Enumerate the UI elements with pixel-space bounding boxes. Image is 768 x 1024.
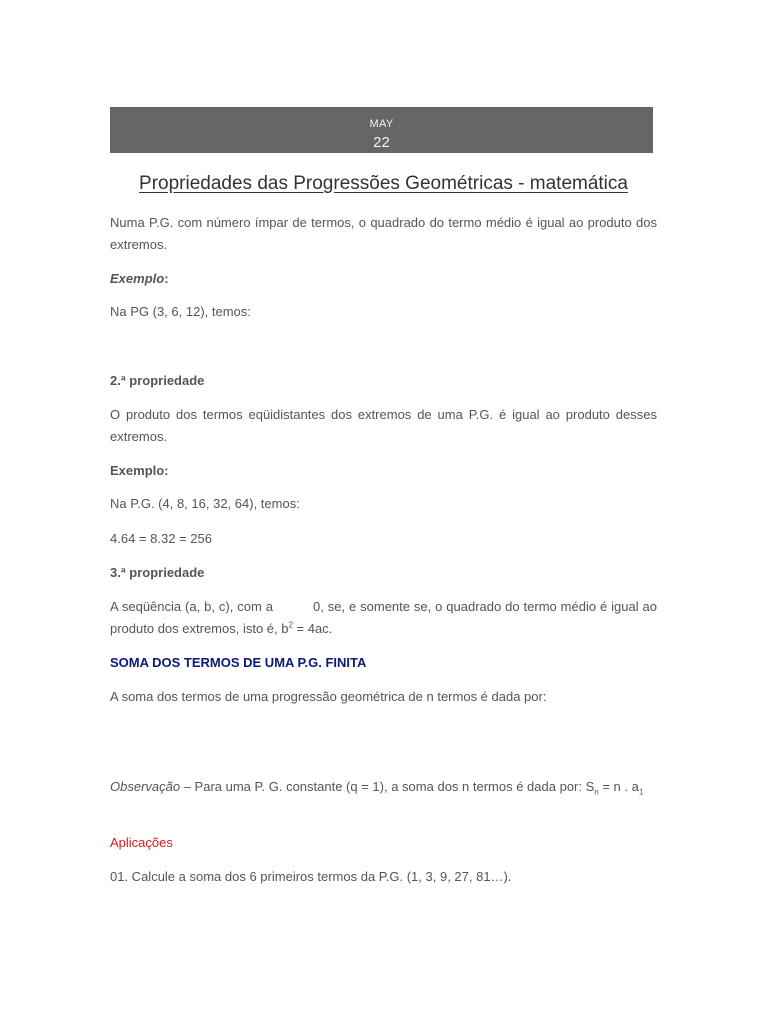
observacao-sub-n: n — [594, 787, 599, 797]
paragraph-example-2: Na P.G. (4, 8, 16, 32, 64), temos: — [110, 496, 300, 511]
paragraph-soma-intro: A soma dos termos de uma progressão geométrica de n termos é dada por: — [110, 689, 547, 704]
question-01: 01. Calcule a soma dos 6 primeiros termos da P.G. (1, 3, 9, 27, 81…). — [110, 869, 512, 884]
paragraph-property-3 — [110, 596, 657, 640]
observacao-text-2: = n . a — [598, 779, 639, 794]
post-title-link[interactable]: Propriedades das Progressões Geométricas - matemática — [139, 173, 628, 194]
date-day: 22 — [373, 134, 390, 151]
paragraph-property-2: O produto dos termos eqüidistantes dos extremos de uma P.G. é igual ao produto desses extremos. — [110, 407, 657, 444]
paragraph-example-2-result: 4.64 = 8.32 = 256 — [110, 531, 212, 546]
property-3-text-b: 0, se, e somente se, o quadrado do termo médio é igual ao produto dos extremos, isto é, b — [110, 599, 657, 636]
observacao-label: Observação — [110, 779, 181, 794]
property-3-text-c: = 4ac. — [292, 621, 333, 636]
heading-soma-termos: SOMA DOS TERMOS DE UMA P.G. FINITA — [110, 655, 367, 670]
example-label-text: Exemplo — [110, 271, 165, 286]
observacao-sub-1: 1 — [638, 787, 644, 797]
example-label-2: Exemplo: — [110, 463, 169, 478]
property-3-superscript: 2 — [288, 620, 293, 630]
heading-property-3: 3.ª propriedade — [110, 565, 205, 580]
example-label-1 — [110, 268, 657, 290]
heading-aplicacoes: Aplicações — [110, 835, 173, 850]
date-header — [110, 107, 653, 153]
observacao-text: – Para uma P. G. constante (q = 1), a soma dos n termos é dada por: S — [180, 779, 595, 794]
heading-property-2: 2.ª propriedade — [110, 373, 205, 388]
property-3-text-a: A seqüência (a, b, c), com a — [110, 599, 273, 614]
paragraph-property-1: Numa P.G. com número ímpar de termos, o quadrado do termo médio é igual ao produto dos extremos. — [110, 215, 657, 252]
example-label-colon: : — [164, 271, 169, 286]
paragraph-observacao — [110, 776, 657, 798]
date-month: MAY — [369, 118, 394, 130]
paragraph-example-1: Na PG (3, 6, 12), temos: — [110, 304, 251, 319]
